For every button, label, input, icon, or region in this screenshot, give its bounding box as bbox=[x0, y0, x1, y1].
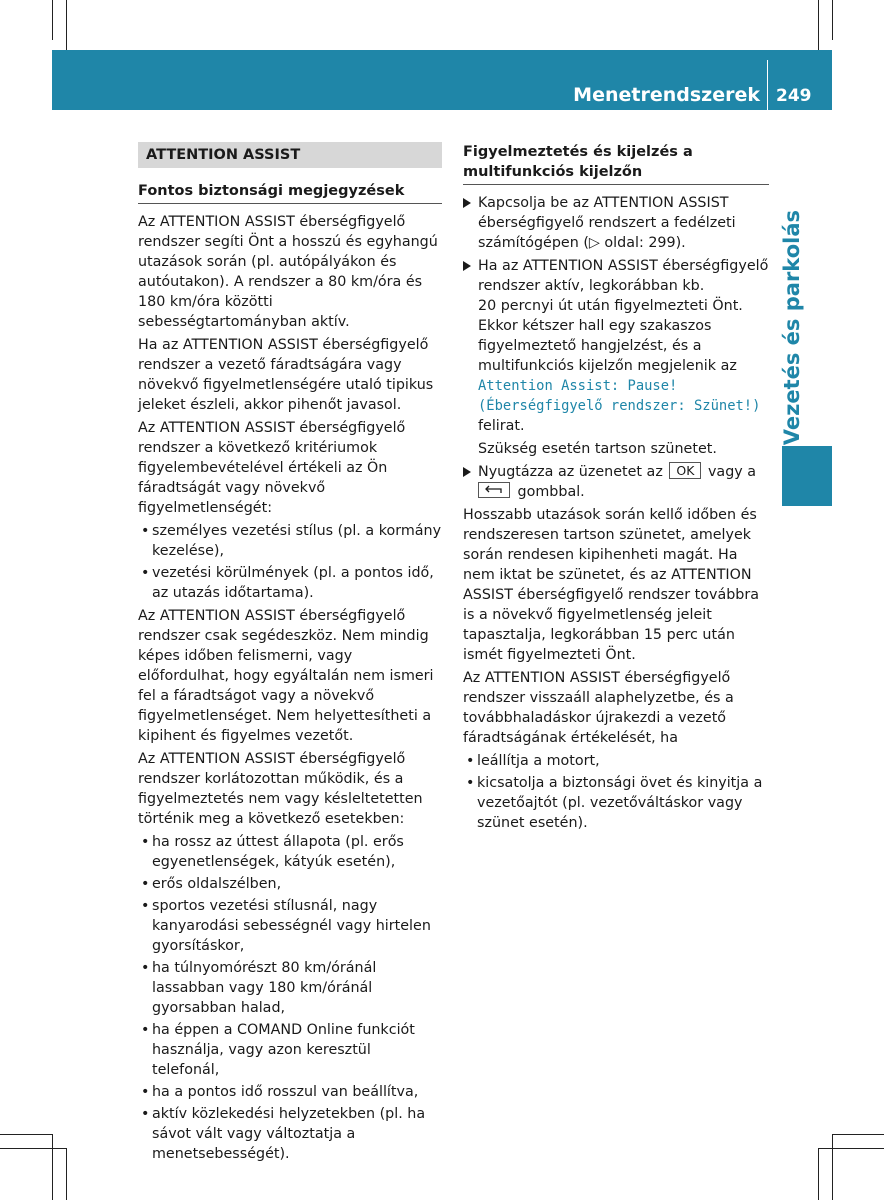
crop-mark bbox=[832, 1134, 833, 1200]
crop-mark bbox=[0, 1148, 66, 1149]
crop-mark bbox=[832, 1134, 884, 1135]
instruction-step bbox=[463, 256, 769, 459]
crop-mark bbox=[832, 0, 833, 40]
crop-mark bbox=[0, 1134, 52, 1135]
back-arrow-icon bbox=[485, 485, 503, 495]
paragraph: Az ATTENTION ASSIST éberségfigyelő rendszer korlátozottan működik, és a figyelmeztetés nem vagy késleltetetten történik meg a következő esetekben: bbox=[138, 751, 423, 827]
crop-mark bbox=[52, 1134, 53, 1200]
crop-mark bbox=[66, 1148, 67, 1200]
crop-mark bbox=[52, 0, 53, 40]
ok-button-symbol: OK bbox=[669, 462, 701, 479]
list-item: • leállítja a motort, bbox=[463, 751, 769, 771]
chapter-side-label: Vezetés és parkolás bbox=[780, 210, 804, 446]
step-text: 20 percnyi út után figyelmezteti Önt. Ekkor kétszer hall egy szakaszos figyelmeztető hangjelzést, és a multifunkciós kijelzőn megjelenik az bbox=[478, 298, 743, 374]
page-number: 249 bbox=[776, 86, 812, 106]
step-arrow-icon bbox=[463, 467, 471, 477]
right-column bbox=[463, 142, 769, 836]
step-text: Kapcsolja be az ATTENTION ASSIST éberségfigyelő rendszert a fedélzeti számítógépen (▷ oldal: 299). bbox=[478, 195, 736, 251]
list-item: • ha a pontos idő rosszul van beállítva, bbox=[138, 1082, 442, 1102]
section-title: ATTENTION ASSIST bbox=[138, 142, 442, 168]
header-divider bbox=[767, 60, 768, 110]
list-item: • ha túlnyomórészt 80 km/óránál lassabban vagy 180 km/óránál gyorsabban halad, bbox=[138, 958, 442, 1018]
step-arrow-icon bbox=[463, 261, 471, 271]
list-item: • aktív közlekedési helyzetekben (pl. ha sávot vált vagy változtatja a menetsebességét). bbox=[138, 1104, 442, 1164]
list-item: • ha rossz az úttest állapota (pl. erős egyenetlenségek, kátyúk esetén), bbox=[138, 832, 442, 872]
step-text: Ha az ATTENTION ASSIST éberségfigyelő rendszer aktív, legkorábban kb. bbox=[478, 258, 769, 294]
paragraph: Az ATTENTION ASSIST éberségfigyelő rendszer a következő kritériumok figyelembevételével értékeli az Ön fáradtságát vagy növekvő figyelmetlenségét: bbox=[138, 420, 406, 516]
list-item: • vezetési körülmények (pl. a pontos idő, az utazás időtartama). bbox=[138, 563, 442, 603]
paragraph: Az ATTENTION ASSIST éberségfigyelő rendszer visszaáll alaphelyzetbe, és a továbbhaladáskor újrakezdi a vezető fáradtságának értékelését, ha bbox=[463, 670, 734, 746]
paragraph: Az ATTENTION ASSIST éberségfigyelő rendszer segíti Önt a hosszú és egyhangú utazások során (pl. autópályákon és autóutakon). A rendszer a 80 km/óra és 180 km/óra közötti sebességtartományban aktív. bbox=[138, 214, 438, 330]
step-text: gombbal. bbox=[517, 484, 585, 500]
step-text: Nyugtázza az üzenetet az bbox=[478, 464, 663, 480]
left-column bbox=[138, 142, 442, 1167]
crop-mark bbox=[66, 0, 67, 52]
step-note: Szükség esetén tartson szünetet. bbox=[478, 441, 717, 457]
page-title: Menetrendszerek bbox=[573, 84, 760, 106]
limitations-list bbox=[138, 832, 442, 1164]
paragraph: Hosszabb utazások során kellő időben és rendszeresen tartson szünetet, amelyek során rendesen kipihenheti magát. Ha nem iktat be szünetet, és az ATTENTION ASSIST éberségfigyelő rendszer továbbra is a növekvő figyelmetlenség jeleit tapasztalja, legkorábban 15 perc után ismét figyelmezteti Önt. bbox=[463, 507, 759, 663]
reset-conditions-list bbox=[463, 751, 769, 833]
step-text: vagy a bbox=[707, 464, 757, 480]
list-item: • erős oldalszélben, bbox=[138, 874, 442, 894]
instruction-step bbox=[463, 193, 769, 253]
instruction-step bbox=[463, 462, 769, 502]
crop-mark bbox=[818, 0, 819, 52]
back-button-icon bbox=[478, 482, 510, 498]
subheading-warning: Figyelmeztetés és kijelzés a multifunkciós kijelzőn bbox=[463, 142, 769, 185]
step-arrow-icon bbox=[463, 198, 471, 208]
criteria-list bbox=[138, 521, 442, 603]
list-item: • kicsatolja a biztonsági övet és kinyitja a vezetőajtót (pl. vezetőváltáskor vagy szünet esetén). bbox=[463, 773, 769, 833]
crop-mark bbox=[818, 1148, 884, 1149]
list-item: • sportos vezetési stílusnál, nagy kanyarodási sebességnél vagy hirtelen gyorsításkor, bbox=[138, 896, 442, 956]
list-item: • ha éppen a COMAND Online funkciót használja, vagy azon keresztül telefonál, bbox=[138, 1020, 442, 1080]
paragraph: Az ATTENTION ASSIST éberségfigyelő rendszer csak segédeszköz. Nem mindig képes időben felismerni, vagy előfordulhat, hogy egyáltalán nem ismeri fel a fáradtságot vagy a növekvő figyelmetlenséget. Nem helyettesítheti a kipihent és figyelmes vezetőt. bbox=[138, 608, 434, 744]
paragraph: Ha az ATTENTION ASSIST éberségfigyelő rendszer a vezető fáradtságára vagy növekvő figyelmetlenségére utaló tipikus jeleket észleli, akkor pihenőt javasol. bbox=[138, 337, 434, 413]
step-text: felirat. bbox=[478, 418, 525, 434]
display-message: Attention Assist: Pause! (Éberségfigyelő rendszer: Szünet!) bbox=[478, 378, 761, 414]
crop-mark bbox=[818, 1148, 819, 1200]
subheading-safety: Fontos biztonsági megjegyzések bbox=[138, 181, 442, 204]
list-item: • személyes vezetési stílus (pl. a kormány kezelése), bbox=[138, 521, 442, 561]
chapter-tab-marker bbox=[782, 446, 832, 506]
